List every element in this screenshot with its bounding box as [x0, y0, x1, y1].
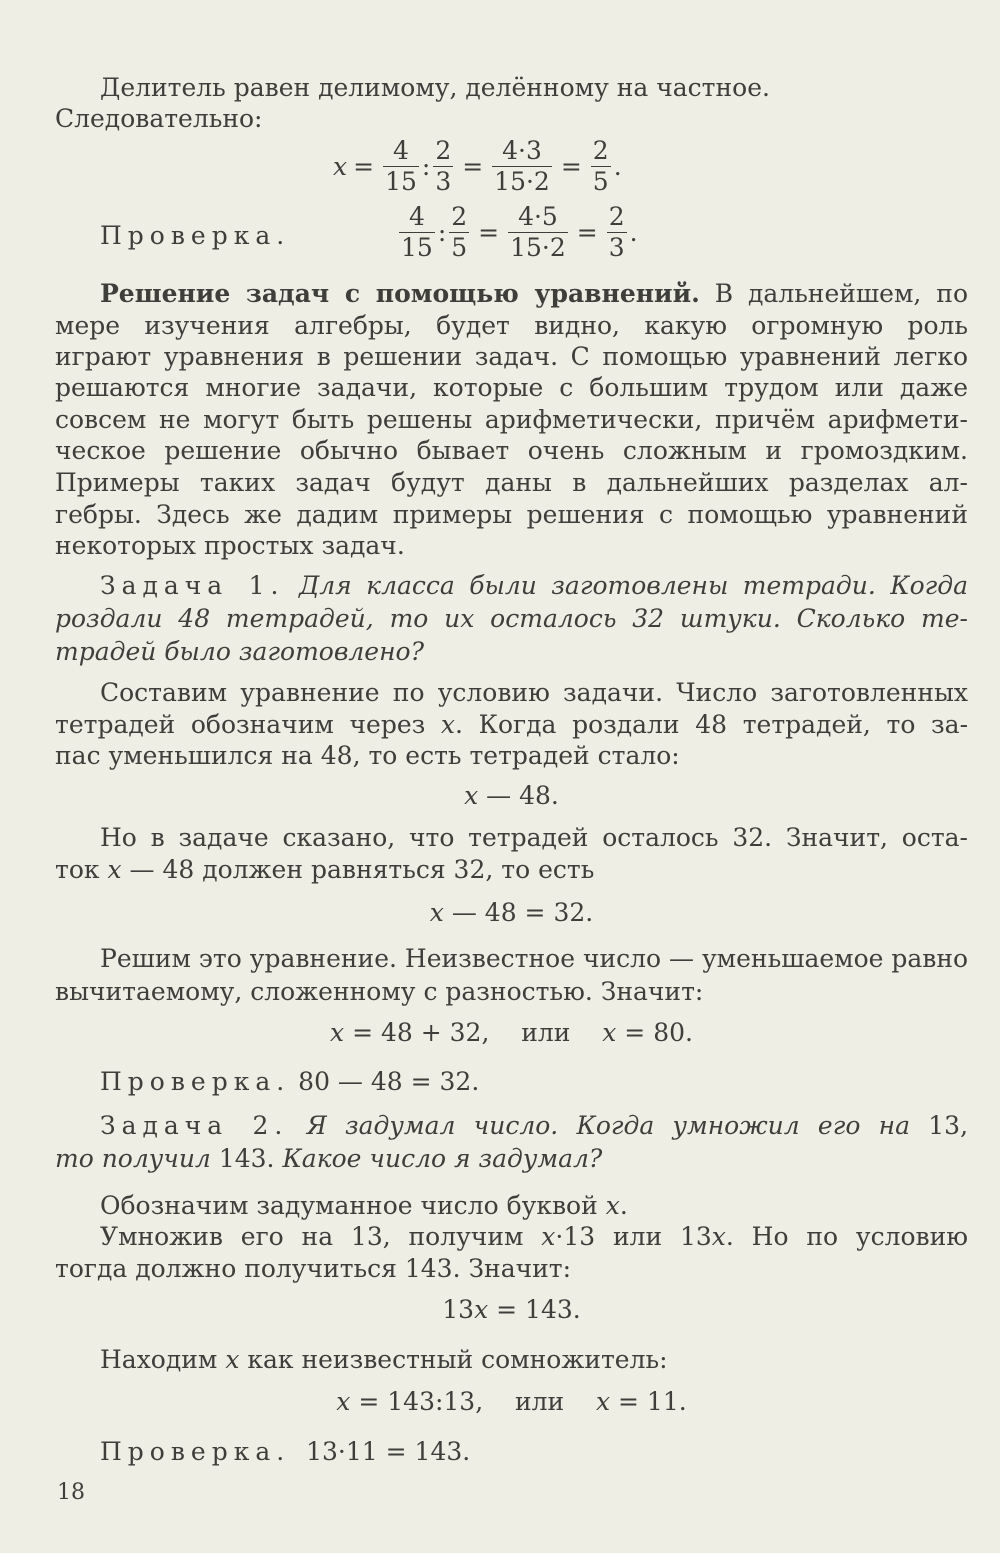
division-sign: : — [437, 218, 447, 247]
section-line-7: Примеры таких задач будут даны в дальнейших разделах ал- — [55, 468, 968, 497]
task1-solution-line-1: Составим уравнение по условию задачи. Число заготовленных — [100, 678, 968, 707]
section-line-4: решаются многие задачи, которые с большим трудом или даже — [55, 373, 968, 402]
fraction: $\frac{2}{5}$ — [451, 202, 468, 262]
task1-solution-line-2: тетрадей обозначим через x. Когда роздали 48 тетрадей, то за- — [55, 710, 969, 739]
task1-line-1: Задача 1. Для класса были заготовлены тетради. Когда — [100, 571, 969, 600]
section-line-2: мере изучения алгебры, будет видно, какую огромную роль — [55, 311, 968, 340]
task2-expression-2: x = 143:13, или x = 11. — [336, 1387, 687, 1416]
task2-check: Проверка. 13·11 = 143. — [100, 1437, 471, 1466]
check-label: Проверка. — [100, 221, 291, 250]
task1-label: Задача 1. — [100, 571, 285, 600]
section-line-1: Решение задач с помощью уравнений. В дальнейшем, по — [100, 279, 968, 308]
section-line-9: некоторых простых задач. — [55, 531, 405, 560]
task1-solution-line-3: пас уменьшился на 48, то есть тетрадей стало: — [55, 741, 680, 770]
task2-expression-1: 13x = 143. — [442, 1295, 581, 1324]
task1-expression-3: x = 48 + 32, или x = 80. — [330, 1018, 693, 1047]
equation-check — [396, 202, 638, 263]
fraction: $\frac{2}{3}$ — [608, 202, 625, 262]
equals-sign: = — [560, 152, 582, 181]
section-line-5: совсем не могут быть решены арифметически, причём арифмети- — [55, 405, 968, 434]
equation-division — [333, 136, 622, 197]
task1-line-2: роздали 48 тетрадей, то их осталось 32 штуки. Сколько те- — [55, 604, 968, 633]
task1-para3-line-1: Решим это уравнение. Неизвестное число — уменьшаемое равно — [100, 944, 969, 973]
task2-solution-line-3: тогда должно получиться 143. Значит: — [55, 1254, 572, 1283]
var-x: x — [333, 152, 348, 181]
task2-line-2: то получил 143. Какое число я задумал? — [55, 1144, 603, 1173]
task1-expression-1: x — 48. — [464, 781, 559, 810]
task1-para2-line-1: Но в задаче сказано, что тетрадей осталось 32. Значит, оста- — [100, 823, 968, 852]
section-line-3: играют уравнения в решении задач. С помощью уравнений легко — [55, 342, 968, 371]
fraction: $\frac{4\cdot 5}{15\cdot 2}$ — [510, 202, 566, 262]
section-line-6: ческое решение обычно бывает очень сложным и громоздким. — [55, 436, 968, 465]
task2-solution-line-1: Обозначим задуманное число буквой x. — [100, 1191, 628, 1220]
page-number: 18 — [57, 1480, 85, 1505]
fraction: $\frac{2}{5}$ — [592, 136, 609, 196]
intro-line-1: Делитель равен делимому, делённому на частное. — [100, 73, 770, 102]
equals-sign: = — [462, 152, 484, 181]
section-heading: Решение задач с помощью уравнений. — [100, 279, 700, 308]
task2-line-1: Задача 2. Я задумал число. Когда умножил его на 13, — [100, 1111, 969, 1140]
equals-sign: = — [478, 218, 500, 247]
task1-line-3: традей было заготовлено? — [55, 637, 425, 666]
task2-find-line: Находим x как неизвестный сомножитель: — [100, 1345, 668, 1374]
fraction: $\frac{4\cdot 3}{15\cdot 2}$ — [494, 136, 550, 196]
task1-para3-line-2: вычитаемому, сложенному с разностью. Значит: — [55, 977, 704, 1006]
division-sign: : — [421, 152, 431, 181]
task1-expression-2: x — 48 = 32. — [429, 898, 594, 927]
period: . — [613, 152, 622, 181]
task2-label: Задача 2. — [100, 1111, 289, 1140]
task1-para2-line-2: ток x — 48 должен равняться 32, то есть — [55, 855, 595, 884]
task1-check: Проверка. 80 — 48 = 32. — [100, 1067, 480, 1096]
fraction: $\frac{2}{3}$ — [435, 136, 452, 196]
fraction: $\frac{4}{15}$ — [385, 136, 417, 196]
fraction: $\frac{4}{15}$ — [401, 202, 433, 262]
equals-sign: = — [353, 152, 375, 181]
section-line-8: гебры. Здесь же дадим примеры решения с помощью уравнений — [55, 500, 968, 529]
period: . — [629, 218, 638, 247]
equals-sign: = — [576, 218, 598, 247]
intro-line-2: Следовательно: — [55, 104, 263, 133]
task2-solution-line-2: Умножив его на 13, получим x·13 или 13x. Но по условию — [100, 1222, 969, 1251]
